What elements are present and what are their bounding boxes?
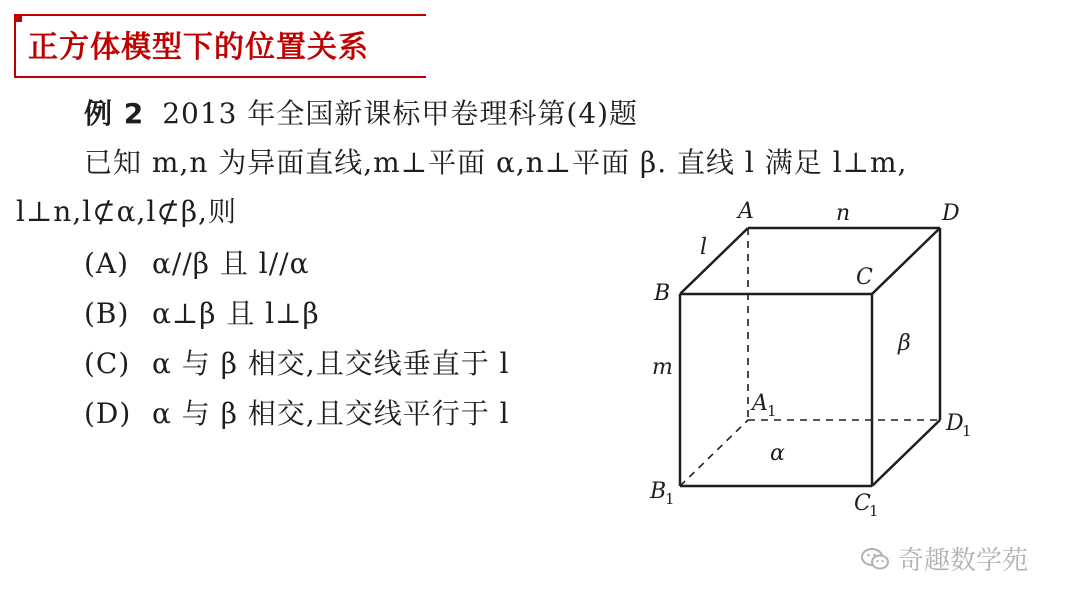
cube-figure <box>620 190 1000 530</box>
plane-label-beta: β <box>898 331 911 356</box>
page-title: 正方体模型下的位置关系 <box>28 30 369 65</box>
edge-B1A1-hidden <box>680 420 748 486</box>
option-a-text: α//β 且 l//α <box>152 247 310 280</box>
option-d-letter: (D) <box>84 397 132 430</box>
option-b <box>84 292 320 332</box>
plane-label-alpha: α <box>770 441 785 466</box>
option-b-letter: (B) <box>84 297 130 330</box>
option-c-letter: (C) <box>84 347 131 380</box>
vertex-label-C: C <box>856 265 873 290</box>
vertex-label-D1: D <box>946 411 964 436</box>
vertex-sub-D1: 1 <box>962 422 972 440</box>
edge-label-n: n <box>836 201 851 226</box>
problem-statement-line1: 已知 m,n 为异面直线,m⊥平面 α,n⊥平面 β. 直线 l 满足 l⊥m, <box>84 146 908 179</box>
edge-label-l: l <box>700 235 708 260</box>
watermark-text: 奇趣数学苑 <box>898 546 1029 576</box>
vertex-sub-C1: 1 <box>869 502 879 520</box>
vertex-sub-B1: 1 <box>665 490 675 508</box>
problem-source: 2013 年全国新课标甲卷理科第(4)题 <box>162 97 639 130</box>
option-d-text: α 与 β 相交,且交线平行于 l <box>152 397 510 430</box>
option-a <box>84 242 310 282</box>
vertex-label-D: D <box>942 201 960 226</box>
vertex-label-C1: C <box>854 491 871 516</box>
example-label: 例 2 <box>84 97 145 130</box>
option-b-text: α⊥β 且 l⊥β <box>152 297 320 330</box>
option-d <box>84 392 510 432</box>
problem-statement-line2: l⊥n,l⊄α,l⊄β,则 <box>16 195 237 228</box>
problem-header <box>84 92 638 132</box>
vertex-label-A1: A <box>752 391 768 416</box>
vertex-sub-A1: 1 <box>767 402 777 420</box>
edge-C1D1 <box>872 420 940 486</box>
edge-BA <box>680 228 748 294</box>
option-c-text: α 与 β 相交,且交线垂直于 l <box>152 347 510 380</box>
watermark <box>860 540 1028 577</box>
edge-label-m: m <box>652 355 673 380</box>
vertex-label-A: A <box>738 199 754 224</box>
option-c <box>84 342 510 382</box>
vertex-label-B1: B <box>650 479 667 504</box>
wechat-icon <box>860 546 890 572</box>
option-a-letter: (A) <box>84 247 130 280</box>
vertex-label-B: B <box>654 281 671 306</box>
edge-CD <box>872 228 940 294</box>
